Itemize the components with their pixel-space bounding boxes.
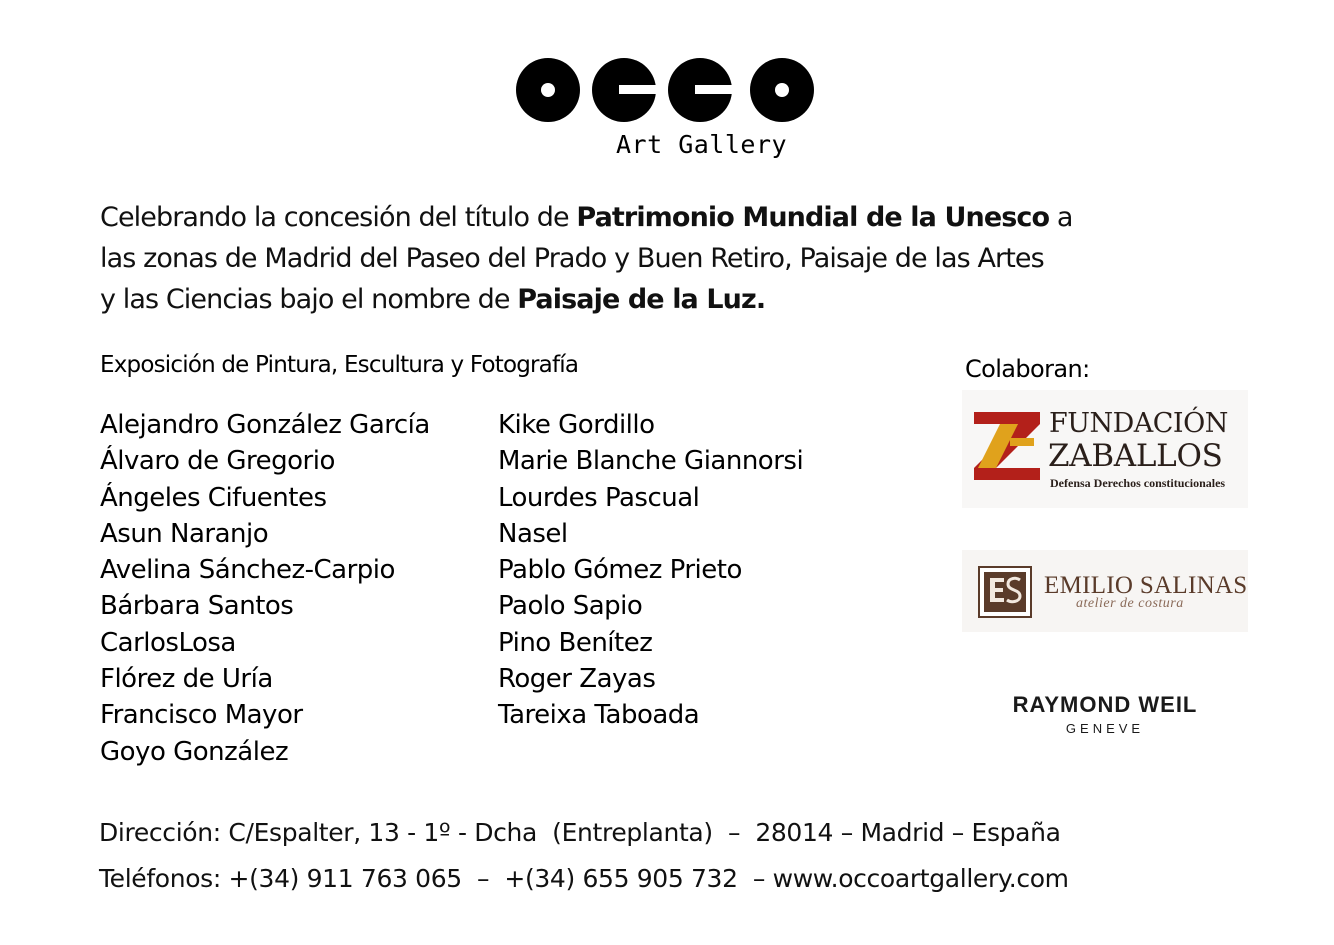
artist-name: Goyo González xyxy=(100,736,289,767)
intro-line-3 xyxy=(100,279,1240,320)
artists-column-1 xyxy=(100,407,430,770)
artist-name: Paolo Sapio xyxy=(498,591,643,622)
intro-text: a xyxy=(1049,202,1073,233)
artist-name: CarlosLosa xyxy=(100,627,236,658)
footer-address: Dirección: C/Espalter, 13 - 1º - Dcha (Entreplanta) – 28014 – Madrid – España xyxy=(99,818,1061,847)
salinas-monogram-icon xyxy=(978,566,1032,618)
intro-highlight-paisaje: Paisaje de la Luz. xyxy=(517,284,766,315)
artist-name: Alejandro González García xyxy=(100,410,430,440)
intro-paragraph xyxy=(100,197,1240,320)
artist-name: Flórez de Uría xyxy=(100,664,273,695)
zaballos-line-2: ZABALLOS xyxy=(1048,438,1223,474)
intro-text: y las Ciencias bajo el nombre de xyxy=(100,284,518,315)
artist-name: Nasel xyxy=(498,518,568,549)
artist-name: Pablo Gómez Prieto xyxy=(498,555,742,586)
zaballos-z-icon xyxy=(970,408,1046,482)
salinas-line-1: EMILIO SALINAS xyxy=(1044,572,1248,599)
artist-name: Kike Gordillo xyxy=(498,410,655,440)
artist-name: Ángeles Cifuentes xyxy=(100,482,327,513)
logo-subtitle: Art Gallery xyxy=(616,130,788,159)
intro-highlight-unesco: Patrimonio Mundial de la Unesco xyxy=(576,202,1050,233)
artist-name: Asun Naranjo xyxy=(100,518,269,549)
raymond-line-2: GENEVE xyxy=(1065,721,1145,736)
artist-name: Álvaro de Gregorio xyxy=(100,446,335,477)
artists-column-2 xyxy=(498,407,803,734)
intro-line-1 xyxy=(100,197,1240,238)
zaballos-tagline: Defensa Derechos constitucionales xyxy=(1050,476,1226,490)
collaborators-title: Colaboran: xyxy=(965,355,1090,383)
occo-logo xyxy=(516,58,816,122)
salinas-tagline: atelier de costura xyxy=(1076,596,1184,611)
artist-name: Avelina Sánchez-Carpio xyxy=(100,555,395,586)
sponsor-fundacion-zaballos xyxy=(962,390,1248,508)
footer-phones: Teléfonos: +(34) 911 763 065 – +(34) 655 905 732 – www.occoartgallery.com xyxy=(99,864,1069,893)
artist-name: Francisco Mayor xyxy=(100,700,303,731)
artist-name: Pino Benítez xyxy=(498,627,653,658)
sponsor-raymond-weil xyxy=(962,692,1248,748)
artist-name: Marie Blanche Giannorsi xyxy=(498,446,804,477)
intro-text: Celebrando la concesión del título de xyxy=(100,202,577,233)
artist-name: Tareixa Taboada xyxy=(498,700,700,731)
artist-name: Roger Zayas xyxy=(498,664,656,695)
zaballos-line-1: FUNDACIÓN xyxy=(1049,408,1228,439)
artist-name: Lourdes Pascual xyxy=(498,482,700,513)
artist-name: Bárbara Santos xyxy=(100,591,294,622)
intro-line-2: las zonas de Madrid del Paseo del Prado y Buen Retiro, Paisaje de las Artes xyxy=(100,243,1044,274)
raymond-line-1: RAYMOND WEIL xyxy=(1012,692,1198,717)
exhibition-title: Exposición de Pintura, Escultura y Fotografía xyxy=(100,352,579,378)
sponsor-emilio-salinas xyxy=(962,550,1248,632)
